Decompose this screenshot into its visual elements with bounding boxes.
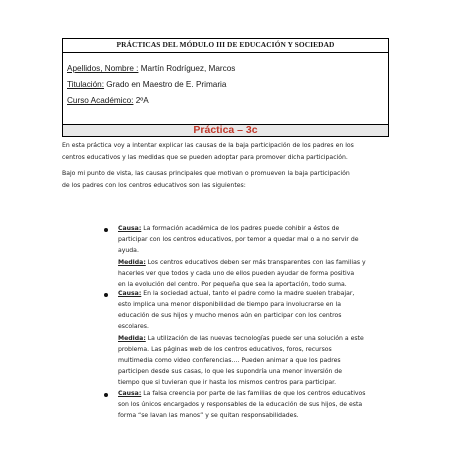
bullet-icon — [104, 293, 108, 297]
causa-text: La formación académica de los padres puede cohibir a éstos de — [141, 225, 340, 232]
medida-text: Los centros educativos deben ser más transparentes con las familias y — [145, 259, 366, 266]
causa-text: forma “se lavan las manos” y se quitan responsabilidades. — [118, 412, 299, 419]
lead-line: de los padres con los centros educativos son las siguientes: — [62, 181, 246, 189]
degree-field — [67, 80, 226, 90]
bullet-icon — [104, 228, 108, 232]
degree-value: Grado en Maestro de E. Primaria — [104, 80, 227, 89]
causa-text: educación de sus hijos y mucho menos aún en participar con los centros — [118, 312, 342, 319]
course-value: 2ºA — [133, 96, 149, 105]
causa-label: Causa: — [118, 390, 142, 397]
medida-text: en la evolución del centro. Por pequeña que sea la aportación, todo suma. — [118, 281, 347, 288]
student-info-box — [62, 38, 389, 128]
causa-text: ayuda. — [118, 247, 139, 254]
causa-text: son los únicos encargados y responsables de la educación de sus hijos, de esta — [118, 401, 363, 408]
degree-label: Titulación: — [67, 80, 105, 89]
bullet-icon — [104, 393, 108, 397]
medida-text: multimedia como video conferencias…. Pueden animar a que los padres — [118, 357, 341, 364]
lead-line: Bajo mi punto de vista, las causas principales que motivan o promueven la baja participación — [62, 170, 350, 177]
causa-text: esto implica una menor disponibilidad de tiempo para involucrarse en la — [118, 301, 341, 308]
course-field — [67, 96, 149, 106]
medida-text: tiempo que si tuvieran que ir hasta los mismos centros para participar. — [118, 379, 337, 386]
causa-text: participar con los centros educativos, por temor a quedar mal o a no servir de — [118, 236, 359, 243]
medida-text: participen desde sus casas, lo que les supondría una menor inversión de — [118, 368, 343, 375]
causa-text: La falsa creencia por parte de las familias de que los centros educativos — [141, 390, 366, 397]
intro-line: En esta práctica voy a intentar explicar las causas de la baja participación de los padres en los — [62, 142, 354, 149]
module-title: PRÁCTICAS DEL MÓDULO III DE EDUCACIÓN Y SOCIEDAD — [63, 39, 388, 53]
medida-label: Medida: — [118, 335, 146, 342]
name-field — [67, 64, 235, 74]
course-label: Curso Académico: — [67, 96, 134, 105]
name-label: Apellidos, Nombre : — [67, 64, 139, 73]
causa-label: Causa: — [118, 225, 142, 232]
causa-label: Causa: — [118, 290, 142, 297]
intro-paragraph — [62, 140, 392, 163]
medida-text: problema. Las páginas web de los centros educativos, foros, recursos — [118, 346, 332, 353]
medida-label: Medida: — [118, 259, 146, 266]
causa-text: En la sociedad actual, tanto el padre como la madre suelen trabajar, — [141, 290, 355, 297]
practice-title: Práctica – 3c — [62, 124, 389, 137]
causa-text: escolares. — [118, 323, 149, 330]
lead-paragraph — [62, 168, 392, 191]
name-value: Martín Rodríguez, Marcos — [138, 64, 236, 73]
intro-line: centros educativos y las medidas que se pueden adoptar para promover dicha participación. — [62, 153, 348, 161]
medida-text: La utilización de las nuevas tecnologías puede ser una solución a este — [145, 335, 364, 342]
medida-text: hacerles ver que todos y cada uno de ellos pueden ayudar de forma positiva — [118, 270, 355, 277]
